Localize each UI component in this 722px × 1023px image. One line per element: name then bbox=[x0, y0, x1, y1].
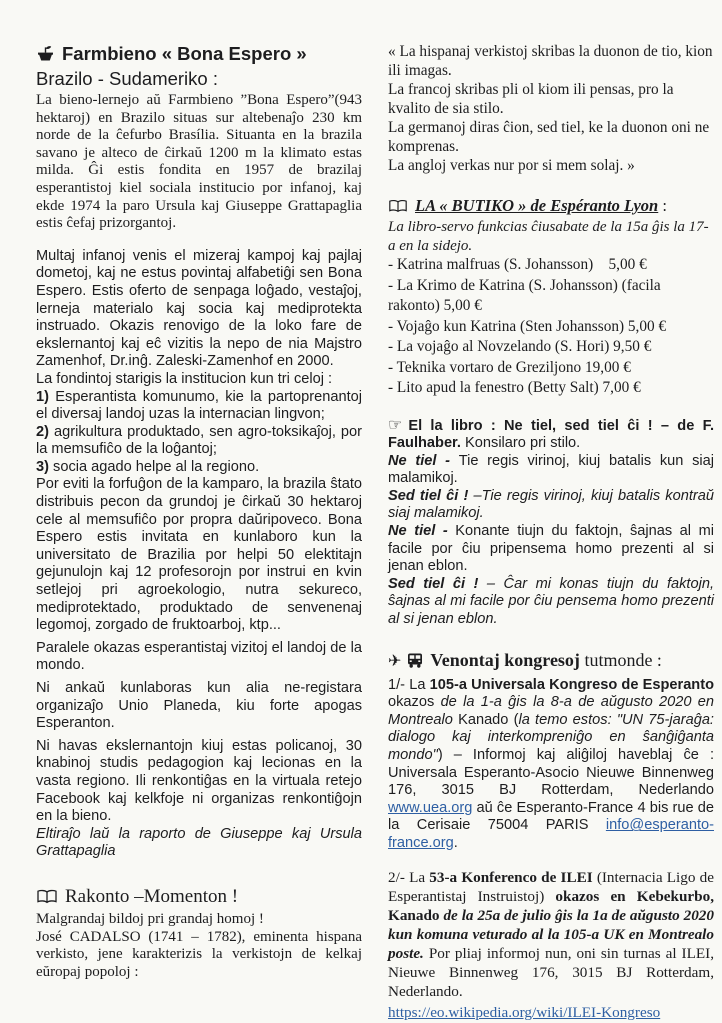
paragraph-eltirajo-credit: Eltiraĵo laŭ la raporto de Giuseppe kaj Ursula Grattapaglia bbox=[36, 825, 362, 860]
book-list-item: - Vojaĝo kun Katrina (Sten Johansson) 5,00 € bbox=[388, 317, 667, 335]
paragraph-cadalso: José CADALSO (1741 – 1782), eminenta hispana verkisto, jene karakterizis la verkistojn de kelkaj eŭropaj popoloj : bbox=[36, 928, 362, 980]
quote-line-francoj: La francoj skribas pli ol kiom ili pensas, pro la kvalito de sia stilo. bbox=[388, 81, 674, 117]
ilei-kongreso-link[interactable]: https://eo.wikipedia.org/wiki/ILEI-Kongreso bbox=[388, 1003, 661, 1021]
rakonto-subtitle: Malgrandaj bildoj pri grandaj homoj ! bbox=[36, 910, 264, 927]
libro-pair-ne-tiel-1: Ne tiel - Tie regis virinoj, kiuj batalis kun siaj malamikoj. bbox=[388, 452, 714, 487]
kongresoj-heading-text: Venontaj kongresoj tutmonde : bbox=[430, 649, 662, 670]
left-column bbox=[36, 42, 362, 1022]
paragraph-unio-planeda: Ni ankaŭ kunlaboras kun alia ne-registara organizaĵo Unio Planeda, kiu forte apogas Esperanton. bbox=[36, 680, 362, 732]
kongresoj-section-heading bbox=[388, 649, 714, 674]
libro-heading bbox=[388, 417, 714, 453]
book-list-item: - La Krimo de Katrina (S. Johansson) (facila rakonto) 5,00 € bbox=[388, 276, 661, 314]
book-list-item: - Katrina malfruas (S. Johansson) 5,00 € bbox=[388, 256, 647, 273]
libro-pair-sed-tiel-1: Sed tiel ĉi ! –Tie regis virinoj, kiuj batalis kontraŭ siaj malamikoj. bbox=[388, 487, 714, 522]
right-column bbox=[388, 42, 714, 1022]
farm-section-heading bbox=[36, 42, 362, 90]
bus-icon bbox=[407, 651, 423, 674]
open-book-icon bbox=[36, 887, 58, 911]
rakonto-section-heading bbox=[36, 885, 362, 911]
pointing-hand-icon: ☞ bbox=[388, 416, 403, 434]
cadalso-quote-block bbox=[388, 42, 714, 175]
hyperlink[interactable]: info@esperanto-france.org bbox=[388, 817, 714, 851]
paragraph-por-eviti: Por eviti la forfuĝon de la kamparo, la brazila ŝtato distribuis pecon da grundoj je ĉirkaŭ 30 hektaroj cele al memsufiĉo por propra daŭripoveco. Bona Espero estis invitata en kunlaboro kun la universitato de Brazilia por helpi 50 elektitajn gejunulojn kaj 12 profesorojn por instrui en kvin setlejoj pri agroekologio, nutra sekureco, mediprotektado, produktado de senvenenaj legomoj, zorgado de fruktoarboj, ktp... bbox=[36, 476, 362, 634]
two-column-layout bbox=[36, 42, 714, 1022]
quote-line-germanoj: La germanoj diras ĉion, sed tiel, ke la duonon oni ne komprenas. bbox=[388, 119, 710, 155]
airplane-icon: ✈ bbox=[388, 652, 402, 670]
goal-item-2: 2) agrikultura produktado, sen agro-toksikaĵoj, por la memsufiĉo de la loĝantoj; bbox=[36, 423, 362, 458]
libro-pair-ne-tiel-2: Ne tiel - Konante tiujn du faktojn, ŝajnas al mi facile por ĉiu pripensema homo prezenti al si jenan eblon. bbox=[388, 523, 714, 575]
paragraph-farm-intro: La bieno-lernejo aŭ Farmbieno ”Bona Espero”(943 hektaroj) en Brazilo situas sur altebenaĵo 230 km norde de la ĉefurbo Brasília. Situanta en la brazila savano je alteco de ĉirkaŭ 1200 m la klimato estas milda. Ĝi estis fondita en 1957 de brazilaj esperantistoj kiel sociala institucio por infanoj, kaj ekde 1974 la paro Ursula kaj Giuseppe Grattapaglia estis ĉefaj prizorgantoj. bbox=[36, 92, 362, 232]
quote-line-hispanaj: « La hispanaj verkistoj skribas la duonon de tio, kion ili imagas. bbox=[388, 43, 713, 79]
farm-pot-icon bbox=[36, 44, 55, 67]
butiko-intro: La libro-servo funkcias ĉiusabate de la 15a ĝis la 17-a en la sidejo. bbox=[388, 219, 709, 254]
butiko-heading-text: LA « BUTIKO » de Espéranto Lyon : bbox=[415, 196, 667, 215]
kongreso-item-uk105: 1/- La 105-a Universala Kongreso de Esperanto okazos de la 1-a ĝis la 8-a de aŭgusto 2020 en Montrealo Kanado (la temo estos: "UN 75-jaraĝa: dialogo kaj interkompreniĝo en ŝanĝiĝanta mondo") – Informoj kaj aliĝiloj haveblaj ĉe : Universala Esperanto-Asocio Nieuwe Binnenweg 176, 3015 BJ Rotterdam, Nederlando www.uea.org aŭ ĉe Esperanto-France 4 bis rue de la Cerisaie 75004 PARIS info@esperanto-france.org. bbox=[388, 676, 715, 851]
book-list-item: - La vojaĝo al Novzelando (S. Hori) 9,50 € bbox=[388, 338, 652, 355]
book-list-item: - Lito apud la fenestro (Betty Salt) 7,00 € bbox=[388, 379, 641, 396]
book-list-item: - Teknika vortaro de Greziljono 19,00 € bbox=[388, 358, 631, 376]
paragraph-ekslernantoj: Ni havas ekslernantojn kiuj estas policanoj, 30 knabinoj studis pedagogion kaj lecionas en la vasta regiono. Ili renkontiĝas en la virtuala retejo Facebook kaj kelkfoje ni organizas renkontiĝojn en la bieno. bbox=[36, 737, 362, 825]
paragraph-children: Multaj infanoj venis el mizeraj kampoj kaj pajlaj dometoj, kaj ne estus povintaj alfabetiĝi sen Bona Espero. Estis oferto de senpaga loĝado, vestaĵoj, lerneja materialo kaj socia kaj mediprotekta instruado. Okazis renovigo de la loko fare de ekslernantoj kaj eĉ vizitis la nepo de nia Majstro Zamenhof, Dr.inĝ. Zaleski-Zamenhof en 2000. bbox=[36, 247, 362, 370]
paragraph-founders-lead: La fondintoj starigis la institucion kun tri celoj : bbox=[36, 370, 333, 387]
butiko-section-heading bbox=[388, 195, 714, 218]
link-line bbox=[388, 1003, 714, 1022]
rakonto-heading-text: Rakonto –Momenton ! bbox=[65, 885, 239, 907]
book-list bbox=[388, 255, 714, 399]
kongreso-item-ilei53: 2/- La 53-a Konferenco de ILEI (Internacia Ligo de Esperantistaj Instruistoj) okazos en Kebekurbo, Kanado de la 25a de julio ĝis la 1a de aŭgusto 2020 kun komuna veturado al la 105-a UK en Montrealo poste. Por pliaj informoj nun, oni sin turnas al ILEI, Nieuwe Binnenweg 176, 3015 BJ Rotterdam, Nederlando. bbox=[388, 868, 714, 1000]
libro-heading-text: El la libro : Ne tiel, sed tiel ĉi ! – de F. Faulhaber. Konsilaro pri stilo. bbox=[388, 417, 714, 452]
libro-pair-sed-tiel-2: Sed tiel ĉi ! – Ĉar mi konas tiujn du faktojn, ŝajnas al mi facile por ĉiu pensema homo prezenti al si jenan eblon. bbox=[388, 575, 714, 628]
quote-line-angloj: La angloj verkas nur por si mem solaj. » bbox=[388, 157, 635, 174]
paragraph-paralele: Paralele okazas esperantistaj vizitoj el landoj de la mondo. bbox=[36, 639, 362, 674]
open-book-icon bbox=[388, 197, 408, 218]
farm-heading-text: Farmbieno « Bona Espero » Brazilo - Sudameriko : bbox=[36, 43, 307, 89]
goal-item-1: 1) Esperantista komunumo, kie la partoprenantoj el diversaj landoj uzas la internacian lingvon; bbox=[36, 388, 362, 423]
goal-item-3: 3) socia agado helpe al la regiono. bbox=[36, 458, 260, 475]
hyperlink[interactable]: www.uea.org bbox=[388, 799, 473, 816]
